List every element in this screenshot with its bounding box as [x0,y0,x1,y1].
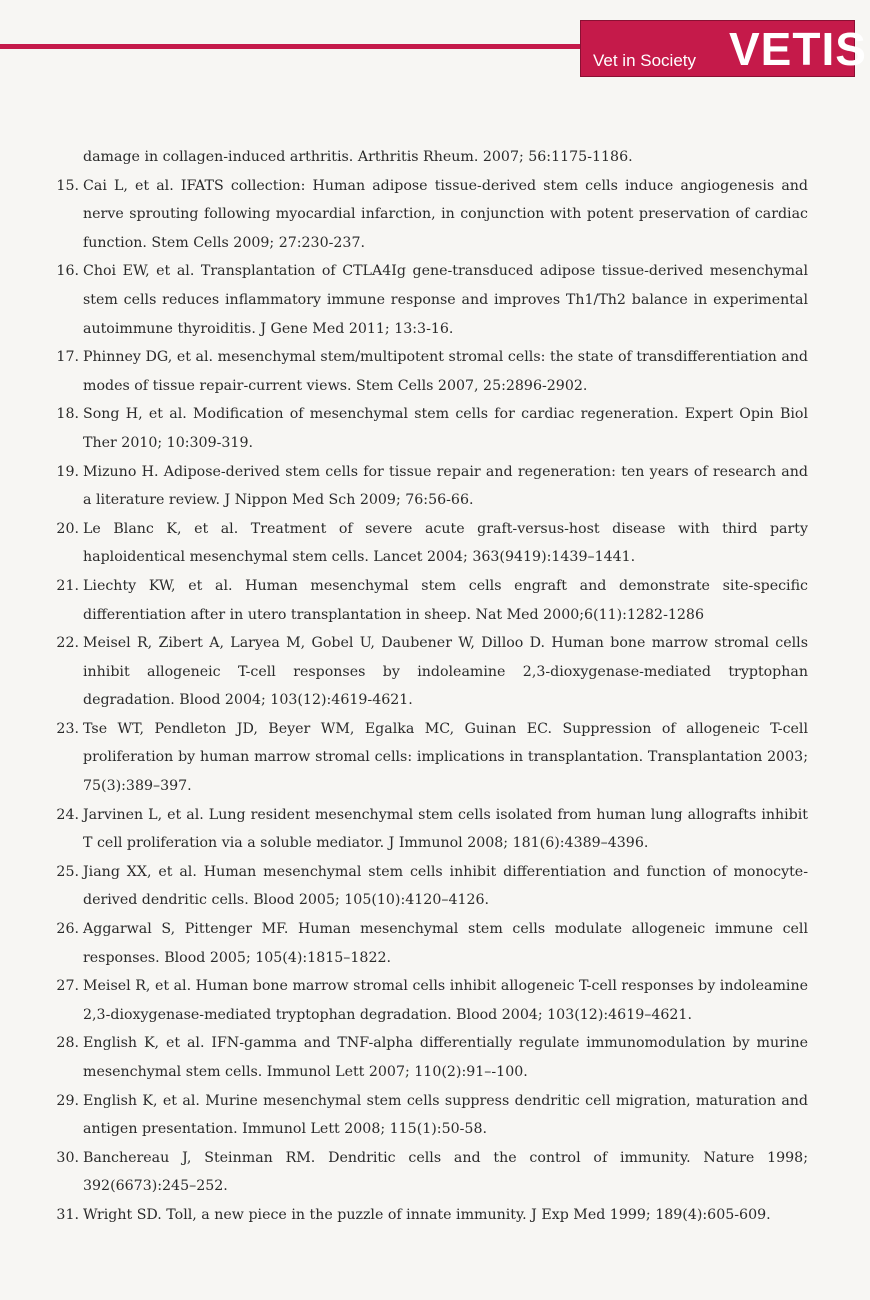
reference-number: 19. [56,463,79,480]
reference-item [48,458,808,515]
reference-item [48,515,808,572]
reference-text: Mizuno H. Adipose-derived stem cells for tissue repair and regeneration: ten years of research and a literature review. J Nippon Med Sch 2009; 76:56-66. [83,463,808,509]
reference-text: Wright SD. Toll, a new piece in the puzzle of innate immunity. J Exp Med 1999; 189(4):605-609. [83,1206,771,1223]
reference-number: 20. [56,520,79,537]
journal-badge [580,20,867,77]
reference-item [48,1087,808,1144]
reference-text: Aggarwal S, Pittenger MF. Human mesenchymal stem cells modulate allogeneic immune cell responses. Blood 2005; 105(4):1815–1822. [83,921,808,966]
reference-item [48,801,808,858]
reference-item [48,1144,808,1201]
reference-number: 16. [56,263,79,280]
reference-item [48,629,808,715]
journal-subtitle: Vet in Society [593,51,697,70]
reference-number: 24. [56,806,79,823]
reference-number: 27. [56,978,79,995]
reference-number: 17. [56,349,79,366]
reference-number: 21. [56,577,79,594]
reference-text: Banchereau J, Steinman RM. Dendritic cells and the control of immunity. Nature 1998; 392(6673):245–252. [83,1149,808,1195]
reference-text: Song H, et al. Modification of mesenchymal stem cells for cardiac regeneration. Expert Opin Biol Ther 2010; 10:309-319. [83,406,808,451]
reference-list [48,143,808,1230]
journal-logo: VETIS [729,23,867,75]
reference-item [48,972,808,1029]
reference-item [48,257,808,343]
header-rule [0,44,600,49]
reference-item [48,1201,808,1230]
reference-number: 28. [56,1035,79,1052]
reference-text: Tse WT, Pendleton JD, Beyer WM, Egalka MC, Guinan EC. Suppression of allogeneic T-cell proliferation by human marrow stromal cells: implications in transplantation. Transplantation 2003; 75(3):389–397. [83,720,808,795]
reference-text: Phinney DG, et al. mesenchymal stem/multipotent stromal cells: the state of transdifferentiation and modes of tissue repair-current views. Stem Cells 2007, 25:2896-2902. [83,349,808,394]
reference-text: Liechty KW, et al. Human mesenchymal stem cells engraft and demonstrate site-specific differentiation after in utero transplantation in sheep. Nat Med 2000;6(11):1282-1286 [83,577,808,623]
reference-number: 31. [56,1206,79,1223]
reference-item [48,915,808,972]
reference-number: 23. [56,720,79,737]
reference-text: Jiang XX, et al. Human mesenchymal stem cells inhibit differentiation and function of monocyte-derived dendritic cells. Blood 2005; 105(10):4120–4126. [83,863,808,909]
reference-text: English K, et al. IFN-gamma and TNF-alpha differentially regulate immunomodulation by murine mesenchymal stem cells. Immunol Lett 2007; 110(2):91–-100. [83,1035,808,1080]
reference-item [48,343,808,400]
reference-item [48,143,808,172]
reference-item [48,1029,808,1086]
reference-item [48,858,808,915]
reference-item [48,572,808,629]
reference-item [48,172,808,258]
reference-number: 15. [56,177,79,194]
reference-number: 26. [56,921,79,938]
reference-number: 22. [56,635,79,652]
reference-number: 25. [56,863,79,880]
reference-number: 29. [56,1092,79,1109]
reference-item [48,715,808,801]
reference-text: Meisel R, Zibert A, Laryea M, Gobel U, Daubener W, Dilloo D. Human bone marrow stromal cells inhibit allogeneic T-cell responses by indoleamine 2,3-dioxygenase-mediated tryptophan degradation. Blood 2004; 103(12):4619-4621. [83,635,808,709]
reference-text: Le Blanc K, et al. Treatment of severe acute graft-versus-host disease with third party haploidentical mesenchymal stem cells. Lancet 2004; 363(9419):1439–1441. [83,520,808,566]
reference-text: Choi EW, et al. Transplantation of CTLA4Ig gene-transduced adipose tissue-derived mesenchymal stem cells reduces inflammatory immune response and improves Th1/Th2 balance in experimental autoimmune thyroiditis. J Gene Med 2011; 13:3-16. [83,263,808,337]
reference-text: Meisel R, et al. Human bone marrow stromal cells inhibit allogeneic T-cell responses by indoleamine 2,3-dioxygenase-mediated tryptophan degradation. Blood 2004; 103(12):4619–4621. [83,978,808,1023]
reference-text: damage in collagen-induced arthritis. Arthritis Rheum. 2007; 56:1175-1186. [83,149,633,165]
reference-text: Cai L, et al. IFATS collection: Human adipose tissue-derived stem cells induce angiogenesis and nerve sprouting following myocardial infarction, in conjunction with potent preservation of cardiac function. Stem Cells 2009; 27:230-237. [83,177,808,251]
reference-text: Jarvinen L, et al. Lung resident mesenchymal stem cells isolated from human lung allografts inhibit T cell proliferation via a soluble mediator. J Immunol 2008; 181(6):4389–4396. [83,806,808,852]
reference-item [48,400,808,457]
reference-text: English K, et al. Murine mesenchymal stem cells suppress dendritic cell migration, maturation and antigen presentation. Immunol Lett 2008; 115(1):50-58. [83,1092,808,1138]
reference-number: 18. [56,406,79,423]
reference-number: 30. [56,1149,79,1166]
